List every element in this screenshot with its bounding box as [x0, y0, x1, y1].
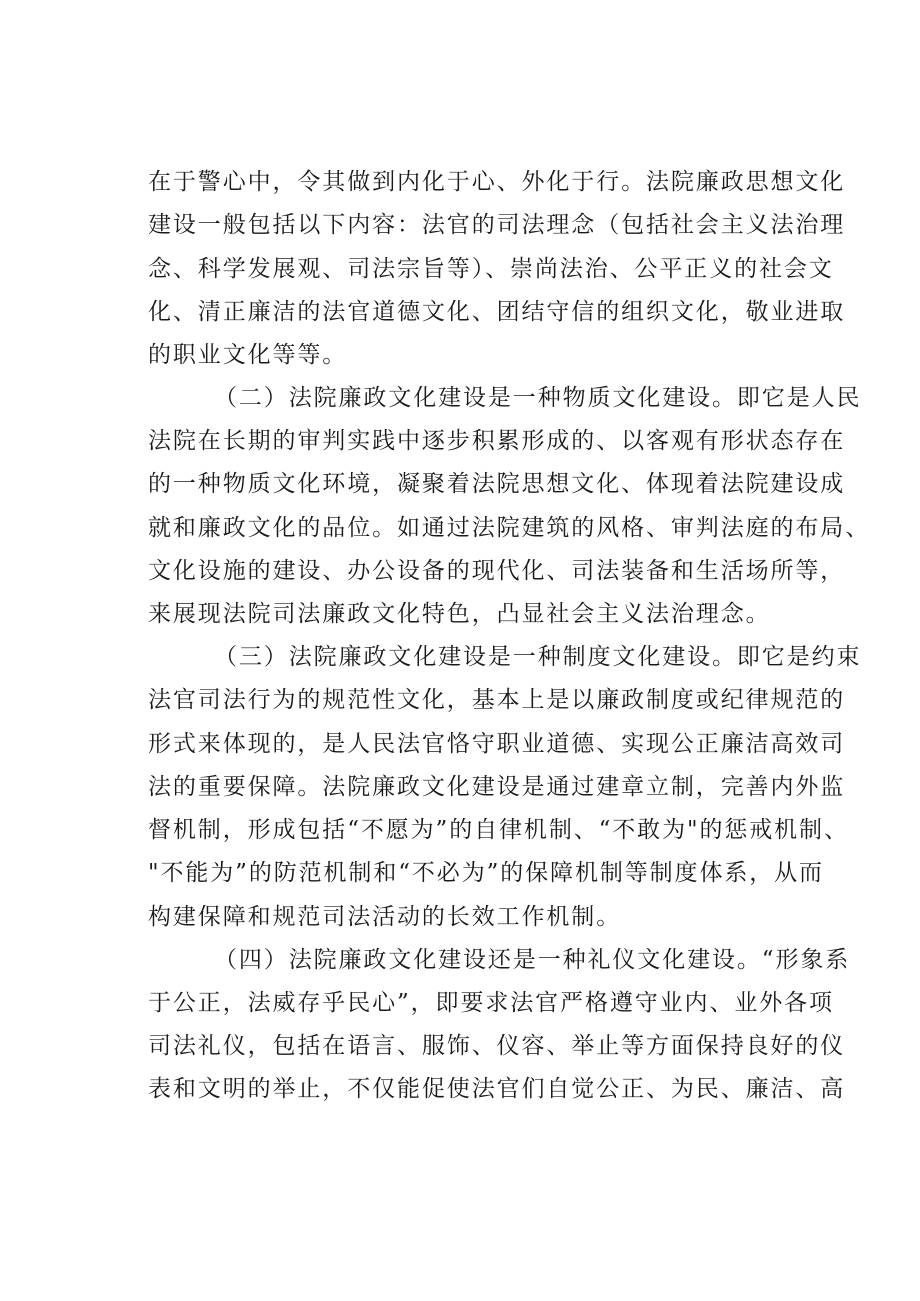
paragraph-3-line-1: （三）法院廉政文化建设是一种制度文化建设。即它是约束 [214, 644, 862, 670]
paragraph-4-line-3: 司法礼仪，包括在语言、服饰、仪容、举止等方面保持良好的仪 [148, 1033, 846, 1059]
paragraph-1-line-1: 在于警心中，令其做到内化于心、外化于行。法院廉政思想文化 [148, 169, 846, 195]
paragraph-4-line-4: 表和文明的举止，不仅能促使法官们自觉公正、为民、廉洁、高 [148, 1076, 846, 1102]
paragraph-3-line-3: 形式来体现的，是人民法官恪守职业道德、实现公正廉洁高效司 [148, 731, 846, 757]
paragraph-1-line-5: 的职业文化等等。 [148, 342, 348, 368]
paragraph-4-line-1: （四）法院廉政文化建设还是一种礼仪文化建设。“形象系 [214, 947, 851, 973]
paragraph-2-line-6: 来展现法院司法廉政文化特色，凸显社会主义法治理念。 [148, 601, 771, 627]
paragraph-1-line-2: 建设一般包括以下内容：法官的司法理念（包括社会主义法治理 [148, 212, 846, 238]
paragraph-2-line-5: 文化设施的建设、办公设备的现代化、司法装备和生活场所等， [148, 558, 846, 584]
paragraph-3-line-2: 法官司法行为的规范性文化，基本上是以廉政制度或纪律规范的 [148, 687, 846, 713]
paragraph-2-line-3: 的一种物质文化环境，凝聚着法院思想文化、体现着法院建设成 [148, 471, 846, 497]
paragraph-3-line-7: 构建保障和规范司法活动的长效工作机制。 [148, 904, 622, 930]
paragraph-1-line-3: 念、科学发展观、司法宗旨等）、崇尚法治、公平正义的社会文 [148, 256, 834, 282]
paragraph-2-line-2: 法院在长期的审判实践中逐步积累形成的、以客观有形状态存在 [148, 428, 846, 454]
paragraph-1-line-4: 化、清正廉洁的法官道德文化、团结守信的组织文化，敬业进取 [148, 299, 846, 325]
paragraph-3-line-5: 督机制，形成包括“不愿为”的自律机制、“不敢为"的惩戒机制、 [148, 817, 849, 843]
paragraph-2-line-1: （二）法院廉政文化建设是一种物质文化建设。即它是人民 [214, 385, 862, 411]
paragraph-2-line-4: 就和廉政文化的品位。如通过法院建筑的风格、审判法庭的布局、 [148, 515, 871, 541]
paragraph-3-line-4: 法的重要保障。法院廉政文化建设是通过建章立制，完善内外监 [148, 774, 846, 800]
paragraph-3-line-6: "不能为”的防范机制和“不必为”的保障机制等制度体系，从而 [148, 860, 824, 886]
paragraph-4-line-2: 于公正，法威存乎民心”，即要求法官严格遵守业内、业外各项 [148, 990, 834, 1016]
